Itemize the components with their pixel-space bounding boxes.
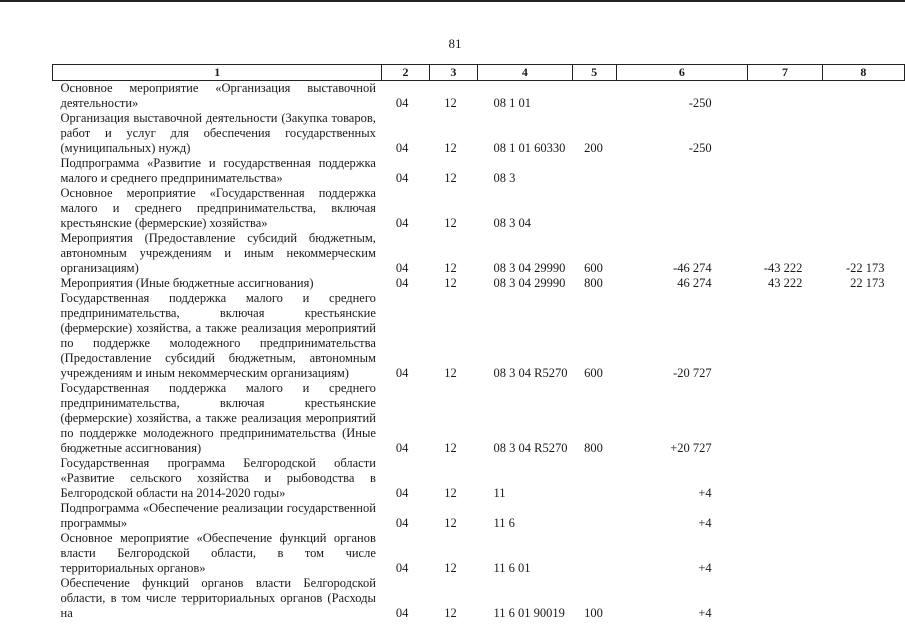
amount-year2-cell: [748, 291, 823, 381]
amount-year3-cell: [822, 111, 904, 156]
target-article-cell: 08 3: [493, 171, 516, 185]
amount-year3-cell: -22 173: [845, 261, 885, 275]
table-row: [53, 111, 905, 156]
amount-year3-cell: [822, 576, 904, 621]
podrazdel-cell: 12: [444, 516, 457, 530]
table-row: [53, 291, 905, 381]
podrazdel-cell: 12: [444, 141, 457, 155]
expense-type-cell: 600: [584, 261, 603, 275]
target-article-cell: 08 3 04: [493, 216, 532, 230]
razdel-cell: 04: [395, 486, 409, 500]
amount-year3-cell: [822, 81, 904, 112]
row-name-cell: Государственная программа Белгородской области «Развитие сельского хозяйства и рыбоводства в Белгородской области на 2014-2020 годы»: [60, 456, 376, 500]
target-article-cell: 08 1 01 60330: [493, 141, 566, 155]
row-name-cell: Подпрограмма «Обеспечение реализации государственной программы»: [60, 501, 376, 530]
table-row: [53, 231, 905, 276]
target-article-cell: 08 3 04 29990: [493, 261, 566, 275]
razdel-cell: 04: [395, 171, 409, 185]
column-header: 1: [53, 65, 382, 81]
podrazdel-cell: 12: [444, 561, 457, 575]
expense-type-cell: 800: [584, 441, 603, 455]
expense-type-cell: 600: [584, 366, 603, 380]
expense-type-cell: 200: [584, 141, 603, 155]
budget-table: [52, 64, 905, 621]
podrazdel-cell: 12: [444, 606, 457, 620]
amount-year1-cell: +4: [698, 486, 712, 500]
amount-year1-cell: 46 274: [677, 276, 712, 290]
target-article-cell: 08 1 01: [493, 96, 532, 110]
table-header-row: [53, 65, 905, 81]
podrazdel-cell: 12: [444, 441, 457, 455]
column-header: 6: [616, 65, 748, 81]
amount-year2-cell: [748, 156, 823, 186]
table-row: [53, 456, 905, 501]
amount-year1-cell: -20 727: [673, 366, 712, 380]
razdel-cell: 04: [395, 96, 409, 110]
row-name-cell: Организация выставочной деятельности (Закупка товаров, работ и услуг для обеспечения государственных (муниципальных) нужд): [60, 111, 376, 155]
expense-type-cell: 800: [584, 276, 603, 290]
target-article-cell: 08 3 04 29990: [493, 276, 566, 290]
table-row: [53, 156, 905, 186]
amount-year3-cell: [822, 156, 904, 186]
amount-year3-cell: [822, 501, 904, 531]
column-header: 8: [822, 65, 904, 81]
table-row: [53, 381, 905, 456]
column-header: 4: [478, 65, 573, 81]
amount-year1-cell: [616, 156, 748, 186]
column-header: 2: [382, 65, 429, 81]
podrazdel-cell: 12: [444, 171, 457, 185]
amount-year2-cell: [748, 531, 823, 576]
amount-year2-cell: -43 222: [763, 261, 803, 275]
expense-type-cell: [572, 81, 616, 112]
amount-year2-cell: [748, 501, 823, 531]
amount-year3-cell: [822, 381, 904, 456]
razdel-cell: 04: [395, 276, 409, 290]
amount-year3-cell: [822, 531, 904, 576]
amount-year2-cell: [748, 81, 823, 112]
podrazdel-cell: 12: [444, 96, 457, 110]
expense-type-cell: [572, 531, 616, 576]
top-rule: [0, 0, 905, 2]
table-row: [53, 81, 905, 112]
amount-year1-cell: +4: [698, 606, 712, 620]
row-name-cell: Основное мероприятие «Государственная поддержка малого и среднего предпринимательства, включая крестьянские (фермерские) хозяйства»: [60, 186, 376, 230]
razdel-cell: 04: [395, 366, 409, 380]
razdel-cell: 04: [395, 261, 409, 275]
amount-year2-cell: [748, 456, 823, 501]
expense-type-cell: [572, 186, 616, 231]
table-row: [53, 576, 905, 621]
amount-year3-cell: 22 173: [850, 276, 885, 290]
razdel-cell: 04: [395, 606, 409, 620]
amount-year1-cell: +4: [698, 561, 712, 575]
row-name-cell: Обеспечение функций органов власти Белгородской области, в том числе территориальных органов (Расходы на: [60, 576, 376, 620]
amount-year3-cell: [822, 186, 904, 231]
target-article-cell: 08 3 04 R5270: [493, 441, 568, 455]
amount-year1-cell: -250: [688, 141, 712, 155]
table-row: [53, 276, 905, 291]
podrazdel-cell: 12: [444, 216, 457, 230]
razdel-cell: 04: [395, 516, 409, 530]
row-name-cell: Государственная поддержка малого и среднего предпринимательства, включая крестьянские (фермерские) хозяйства, а также реализация мероприятий по поддержке молодежного предпринимательства (Иные бюджетные ассигнования): [60, 381, 376, 455]
amount-year1-cell: -46 274: [673, 261, 712, 275]
amount-year2-cell: [748, 111, 823, 156]
target-article-cell: 11: [493, 486, 506, 500]
razdel-cell: 04: [395, 561, 409, 575]
amount-year2-cell: 43 222: [767, 276, 803, 290]
razdel-cell: 04: [395, 441, 409, 455]
expense-type-cell: [572, 156, 616, 186]
amount-year2-cell: [748, 576, 823, 621]
column-header: 5: [572, 65, 616, 81]
expense-type-cell: 100: [584, 606, 603, 620]
razdel-cell: 04: [395, 216, 409, 230]
table-row: [53, 186, 905, 231]
amount-year3-cell: [822, 456, 904, 501]
column-header: 3: [429, 65, 477, 81]
row-name-cell: Основное мероприятие «Обеспечение функций органов власти Белгородской области, в том числе территориальных органов»: [60, 531, 376, 575]
amount-year1-cell: [616, 186, 748, 231]
table-row: [53, 531, 905, 576]
amount-year1-cell: +20 727: [670, 441, 712, 455]
amount-year3-cell: [822, 291, 904, 381]
amount-year2-cell: [748, 381, 823, 456]
table-row: [53, 501, 905, 531]
target-article-cell: 11 6: [493, 516, 515, 530]
expense-type-cell: [572, 501, 616, 531]
target-article-cell: 11 6 01: [493, 561, 531, 575]
expense-type-cell: [572, 456, 616, 501]
row-name-cell: Государственная поддержка малого и среднего предпринимательства, включая крестьянские (фермерские) хозяйства, а также реализация мероприятий по поддержке молодежного предпринимательства (Предоставление субсидий бюджетным, автономным учреждениям и иным некоммерческим организациям): [60, 291, 376, 380]
target-article-cell: 08 3 04 R5270: [493, 366, 568, 380]
podrazdel-cell: 12: [444, 366, 457, 380]
row-name-cell: Подпрограмма «Развитие и государственная поддержка малого и среднего предпринимательства»: [60, 156, 376, 185]
row-name-cell: Мероприятия (Предоставление субсидий бюджетным, автономным учреждениям и иным некоммерческим организациям): [60, 231, 376, 275]
row-name-cell: Мероприятия (Иные бюджетные ассигнования): [60, 276, 314, 290]
amount-year1-cell: +4: [698, 516, 712, 530]
razdel-cell: 04: [395, 141, 409, 155]
amount-year2-cell: [748, 186, 823, 231]
podrazdel-cell: 12: [444, 261, 457, 275]
target-article-cell: 11 6 01 90019: [493, 606, 565, 620]
page-number: 81: [448, 36, 462, 51]
podrazdel-cell: 12: [444, 276, 457, 290]
row-name-cell: Основное мероприятие «Организация выставочной деятельности»: [60, 81, 376, 110]
amount-year1-cell: -250: [688, 96, 712, 110]
column-header: 7: [748, 65, 823, 81]
podrazdel-cell: 12: [444, 486, 457, 500]
